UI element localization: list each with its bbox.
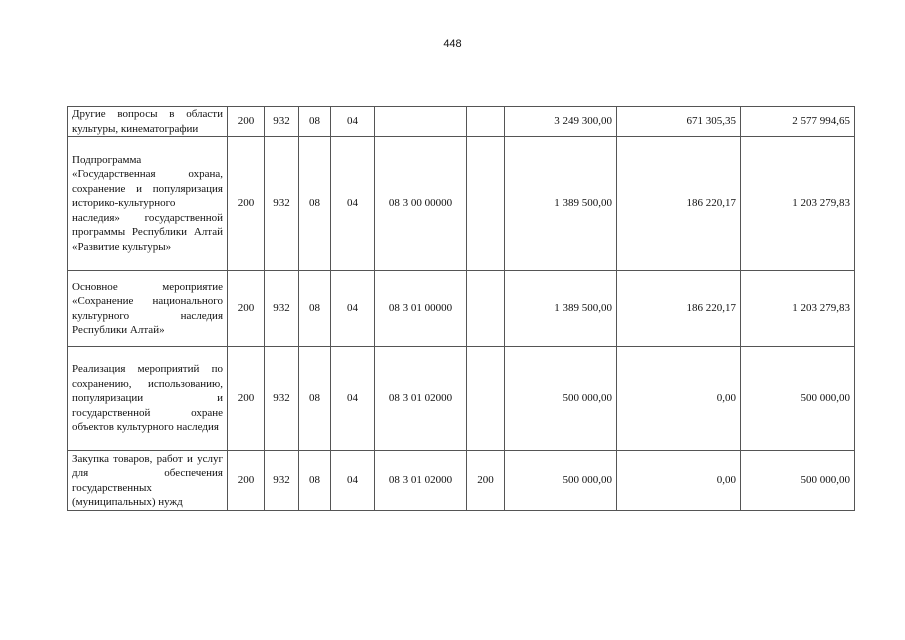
table-row [68,271,855,347]
value-planned: 1 389 500,00 [505,137,617,271]
code-admin: 200 [228,137,265,271]
code-ministry: 932 [265,347,299,451]
row-name: Основное мероприятие «Сохранение национального культурного наследия Республики Алтай» [68,271,228,347]
code-section: 08 [299,137,331,271]
code-admin: 200 [228,271,265,347]
table-row [68,347,855,451]
value-executed: 671 305,35 [617,107,741,137]
code-subsection: 04 [331,451,375,511]
table-row [68,451,855,511]
code-section: 08 [299,451,331,511]
value-executed: 0,00 [617,347,741,451]
code-subsection: 04 [331,347,375,451]
code-subsection: 04 [331,137,375,271]
value-executed: 186 220,17 [617,137,741,271]
value-executed: 0,00 [617,451,741,511]
code-ministry: 932 [265,137,299,271]
code-target: 08 3 00 00000 [375,137,467,271]
value-planned: 1 389 500,00 [505,271,617,347]
code-expense-type [467,271,505,347]
value-remaining: 2 577 994,65 [741,107,855,137]
row-name: Подпрограмма «Государственная охрана, сохранение и популяризация историко-культурного наследия» государственной программы Республики Алтай «Развитие культуры» [68,137,228,271]
code-admin: 200 [228,107,265,137]
code-ministry: 932 [265,271,299,347]
code-section: 08 [299,107,331,137]
code-admin: 200 [228,451,265,511]
value-planned: 500 000,00 [505,347,617,451]
code-ministry: 932 [265,107,299,137]
code-target [375,107,467,137]
value-remaining: 500 000,00 [741,451,855,511]
code-target: 08 3 01 02000 [375,347,467,451]
code-section: 08 [299,347,331,451]
value-planned: 500 000,00 [505,451,617,511]
code-subsection: 04 [331,271,375,347]
row-name: Другие вопросы в области культуры, кинематографии [68,107,228,137]
code-expense-type [467,107,505,137]
code-target: 08 3 01 02000 [375,451,467,511]
page-number: 448 [443,38,462,50]
code-subsection: 04 [331,107,375,137]
value-executed: 186 220,17 [617,271,741,347]
row-name: Реализация мероприятий по сохранению, использованию, популяризации и государственной охране объектов культурного наследия [68,347,228,451]
value-remaining: 1 203 279,83 [741,137,855,271]
value-planned: 3 249 300,00 [505,107,617,137]
table-row [68,137,855,271]
code-expense-type: 200 [467,451,505,511]
budget-table [67,106,855,511]
code-admin: 200 [228,347,265,451]
code-expense-type [467,137,505,271]
code-section: 08 [299,271,331,347]
value-remaining: 500 000,00 [741,347,855,451]
code-expense-type [467,347,505,451]
value-remaining: 1 203 279,83 [741,271,855,347]
code-target: 08 3 01 00000 [375,271,467,347]
row-name: Закупка товаров, работ и услуг для обеспечения государственных (муниципальных) нужд [68,451,228,511]
table-row [68,107,855,137]
code-ministry: 932 [265,451,299,511]
